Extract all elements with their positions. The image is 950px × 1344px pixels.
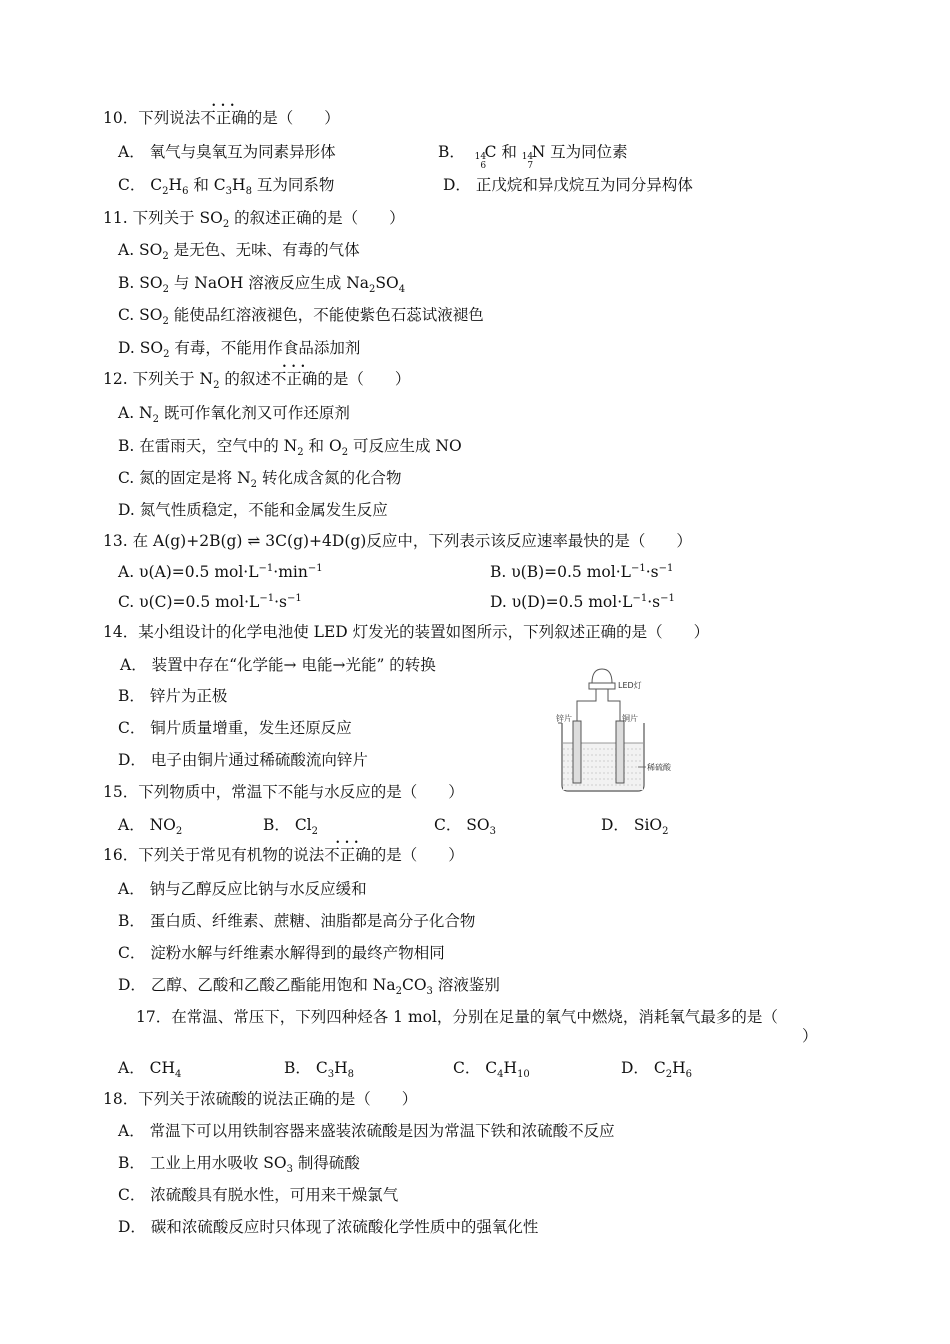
q18-stem: 18．下列关于浓硫酸的说法正确的是（ ） (103, 1090, 418, 1108)
q17-option-a: A． $CH_4$ (118, 1059, 182, 1081)
q10-option-d: D． 正戊烷和异戊烷互为同分异构体 (443, 176, 693, 194)
q12-option-b: B. 在雷雨天，空气中的 $N_2$ 和 $O_2$ 可反应生成 NO (118, 437, 462, 459)
q15-stem: 15．下列物质中，常温下不能与水反应的是（ ） (103, 783, 464, 801)
led-bulb-icon (592, 669, 612, 683)
q11-option-a: A. $SO_2$ 是无色、无味、有毒的气体 (118, 241, 360, 263)
q15-option-d: D． SiO$_2$ (601, 816, 669, 838)
emphasis-mark: • • • 不正确 (200, 108, 247, 128)
emphasis-mark: • • • 不正确 (324, 845, 371, 865)
q18-option-c: C． 浓硫酸具有脱水性，可用来干燥氯气 (118, 1186, 399, 1204)
q10-stem: 10．下列说法• • • 不正确的是（ ） (103, 108, 340, 128)
q12-option-d: D. 氮气性质稳定，不能和金属发生反应 (118, 501, 388, 519)
q17-option-b: B． $C_3H_8$ (284, 1059, 354, 1081)
q17-stem: 17．在常温、常压下，下列四种烃各 1 mol，分别在足量的氧气中燃烧，消耗氧气最多的是（ (136, 1008, 778, 1026)
zinc-electrode (573, 721, 581, 783)
q16-option-c: C． 淀粉水解与纤维素水解得到的最终产物相同 (118, 944, 445, 962)
copper-electrode (616, 721, 624, 783)
q15-option-a: A． $NO_2$ (118, 816, 183, 838)
q17-stem-end: ） (802, 1027, 818, 1045)
label-zinc: 锌片 (556, 714, 572, 723)
q16-option-d: D． 乙醇、乙酸和乙酸乙酯能用饱和 $Na_2CO_3$ 溶液鉴别 (118, 976, 500, 998)
q13-option-b: B. υ(B)=0.5 $mol\cdot L^{-1}\cdot s^{-1}$ (490, 562, 674, 581)
q18-option-b: B． 工业上用水吸收 $SO_3$ 制得硫酸 (118, 1154, 360, 1176)
q18-option-a: A． 常温下可以用铁制容器来盛装浓硫酸是因为常温下铁和浓硫酸不反应 (118, 1122, 615, 1140)
q16-option-b: B． 蛋白质、纤维素、蔗糖、油脂都是高分子化合物 (118, 912, 476, 930)
q12-option-a: A. $N_2$ 既可作氧化剂又可作还原剂 (118, 404, 350, 426)
q15-option-c: C． $SO_3$ (434, 816, 496, 838)
q12-option-c: C. 氮的固定是将 $N_2$ 转化成含氮的化合物 (118, 469, 402, 491)
label-acid: 稀硫酸 (647, 763, 671, 772)
q16-option-a: A． 钠与乙醇反应比钠与水反应缓和 (118, 880, 367, 898)
q13-option-d: D. υ(D)=0.5 $mol\cdot L^{-1}\cdot s^{-1}$ (490, 592, 675, 611)
q16-stem: 16．下列关于常见有机物的说法• • • 不正确的是（ ） (103, 845, 464, 865)
q11-option-b: B. $SO_2$ 与 NaOH 溶液反应生成 $Na_2SO_4$ (118, 274, 406, 296)
q18-option-d: D． 碳和浓硫酸反应时只体现了浓硫酸化学性质中的强氧化性 (118, 1218, 539, 1236)
q14-option-d: D． 电子由铜片通过稀硫酸流向锌片 (118, 751, 368, 769)
q14-option-b: B． 锌片为正极 (118, 687, 228, 705)
q17-option-c: C． $C_4H_{10}$ (453, 1059, 530, 1081)
q14-stem: 14．某小组设计的化学电池使 LED 灯发光的装置如图所示，下列叙述正确的是（ ） (103, 623, 710, 641)
emphasis-mark: • • • 不正确 (271, 369, 318, 389)
q14-option-c: C． 铜片质量增重，发生还原反应 (118, 719, 352, 737)
q15-option-b: B． $Cl_2$ (263, 816, 319, 838)
q13-stem: 13. 在 A(g)+2B(g) ⇌ 3C(g)+4D(g)反应中，下列表示该反应速率最快的是（ ） (103, 532, 692, 550)
q17-option-d: D． $C_2H_6$ (621, 1059, 692, 1081)
q11-stem: 11. 下列关于 $SO_2$ 的叙述正确的是（ ） (103, 209, 405, 231)
label-led: LED灯 (618, 681, 642, 690)
q14-option-a: A． 装置中存在“化学能→ 电能→光能” 的转换 (120, 656, 436, 674)
q10-option-a: A． 氧气与臭氧互为同素异形体 (118, 143, 336, 161)
q10-option-c: C． $C_2H_6$ 和 $C_3H_8$ 互为同系物 (118, 176, 335, 198)
battery-apparatus-figure (552, 663, 672, 797)
q13-option-c: C. υ(C)=0.5 $mol\cdot L^{-1}\cdot s^{-1}$ (118, 592, 302, 611)
q12-stem: 12. 下列关于 $N_2$ 的叙述• • • 不正确的是（ ） (103, 369, 410, 389)
q11-option-c: C. $SO_2$ 能使品红溶液褪色，不能使紫色石蕊试液褪色 (118, 306, 484, 328)
q10-option-b: B． 14 6 C 和 14 7 N 互为同位素 (438, 143, 628, 171)
q11-option-d: D. $SO_2$ 有毒，不能用作食品添加剂 (118, 339, 361, 361)
label-copper: 铜片 (622, 714, 638, 723)
q13-option-a: A. υ(A)=0.5 $mol\cdot L^{-1}\cdot\min^{-1}$ (118, 562, 323, 581)
